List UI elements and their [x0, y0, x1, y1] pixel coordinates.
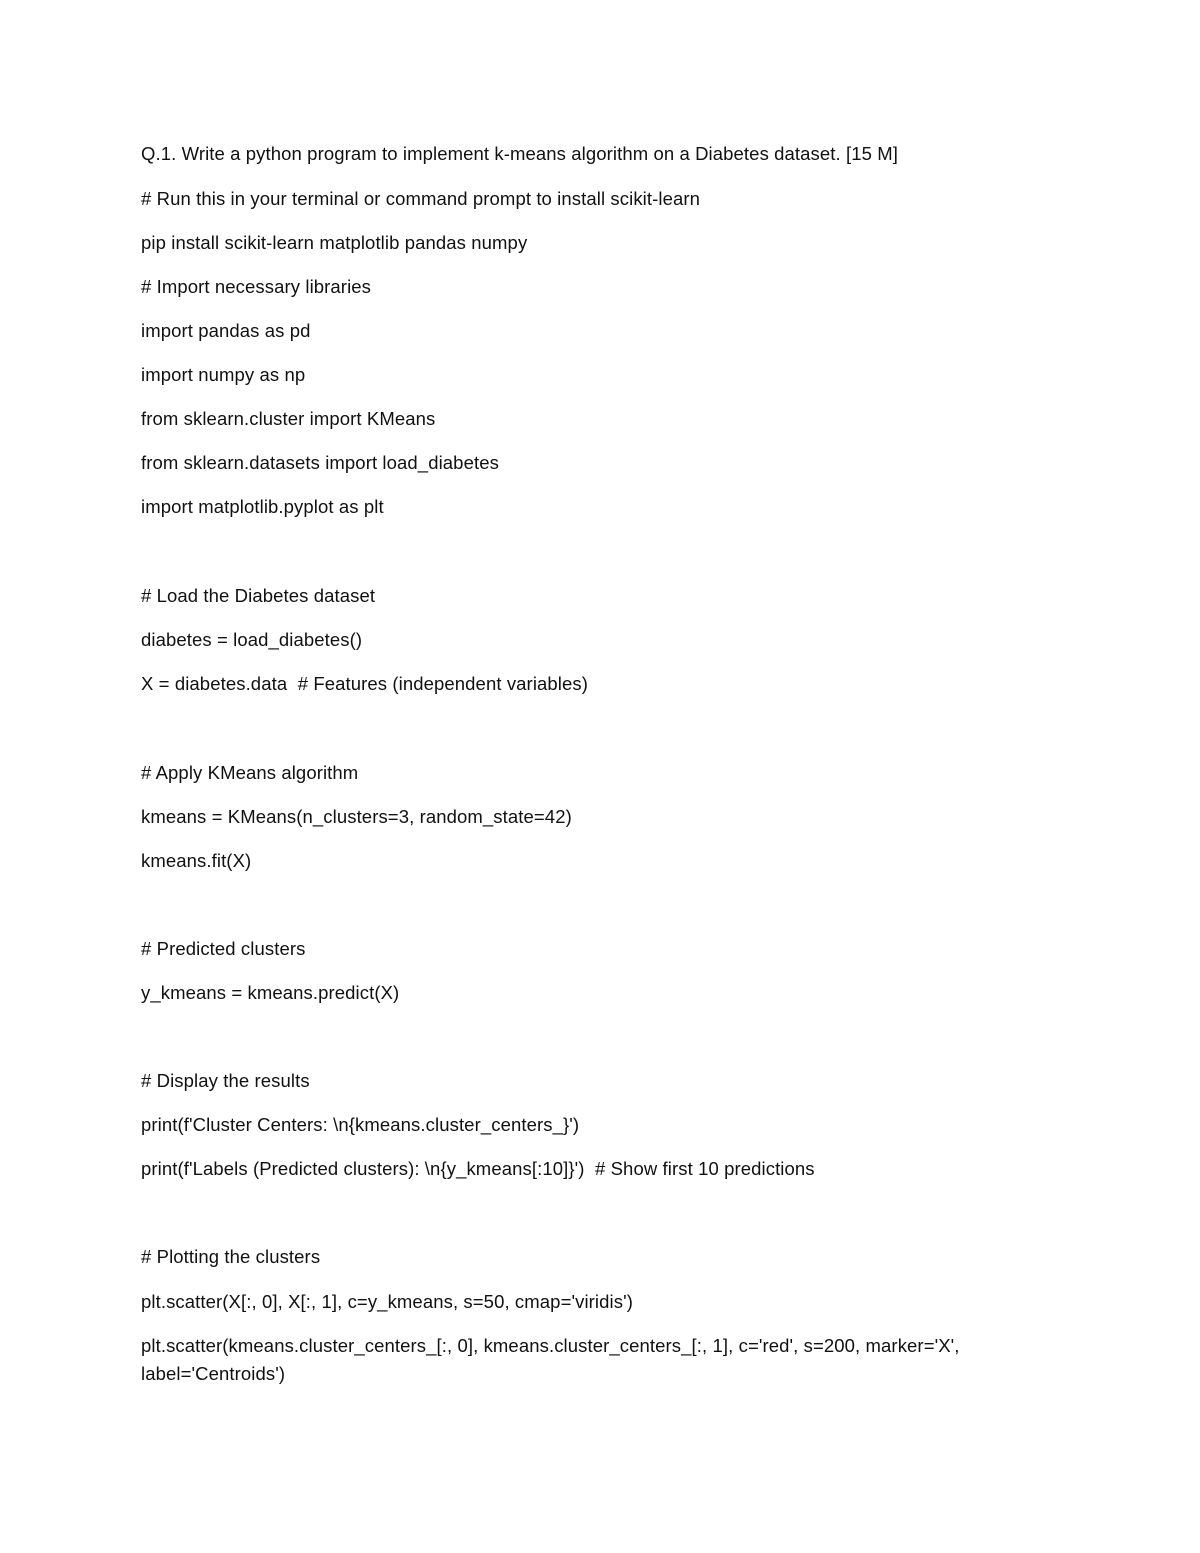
code-line-import-matplotlib: import matplotlib.pyplot as plt	[141, 496, 384, 517]
code-line-import-numpy: import numpy as np	[141, 364, 306, 385]
comment-display-results: # Display the results	[141, 1070, 310, 1091]
code-line-kmeans-fit: kmeans.fit(X)	[141, 850, 252, 871]
comment-install: # Run this in your terminal or command prompt to install scikit-learn	[141, 188, 701, 209]
comment-import-libraries: # Import necessary libraries	[141, 276, 372, 297]
code-line-load-diabetes: diabetes = load_diabetes()	[141, 629, 363, 650]
comment-plotting: # Plotting the clusters	[141, 1246, 321, 1267]
code-line-features: X = diabetes.data # Features (independent variables)	[141, 673, 589, 694]
comment-apply-kmeans: # Apply KMeans algorithm	[141, 762, 359, 783]
code-line-pip-install: pip install scikit-learn matplotlib pandas numpy	[141, 232, 528, 253]
code-line-kmeans-init: kmeans = KMeans(n_clusters=3, random_state=42)	[141, 806, 572, 827]
code-line-scatter-centroids: plt.scatter(kmeans.cluster_centers_[:, 0], kmeans.cluster_centers_[:, 1], c='red', s=200, marker='X', label='Centroids')	[141, 1335, 965, 1384]
code-line-print-labels: print(f'Labels (Predicted clusters): \n{y_kmeans[:10]}') # Show first 10 predictions	[141, 1158, 815, 1179]
code-line-predict: y_kmeans = kmeans.predict(X)	[141, 982, 400, 1003]
code-line-import-load-diabetes: from sklearn.datasets import load_diabetes	[141, 452, 499, 473]
code-line-scatter-points: plt.scatter(X[:, 0], X[:, 1], c=y_kmeans, s=50, cmap='viridis')	[141, 1291, 633, 1312]
comment-load-dataset: # Load the Diabetes dataset	[141, 585, 376, 606]
code-line-import-kmeans: from sklearn.cluster import KMeans	[141, 408, 436, 429]
comment-predicted-clusters: # Predicted clusters	[141, 938, 306, 959]
code-line-print-centers: print(f'Cluster Centers: \n{kmeans.cluster_centers_}')	[141, 1114, 580, 1135]
code-line-import-pandas: import pandas as pd	[141, 320, 311, 341]
question-heading: Q.1. Write a python program to implement k-means algorithm on a Diabetes dataset. [15 M]	[141, 143, 899, 164]
